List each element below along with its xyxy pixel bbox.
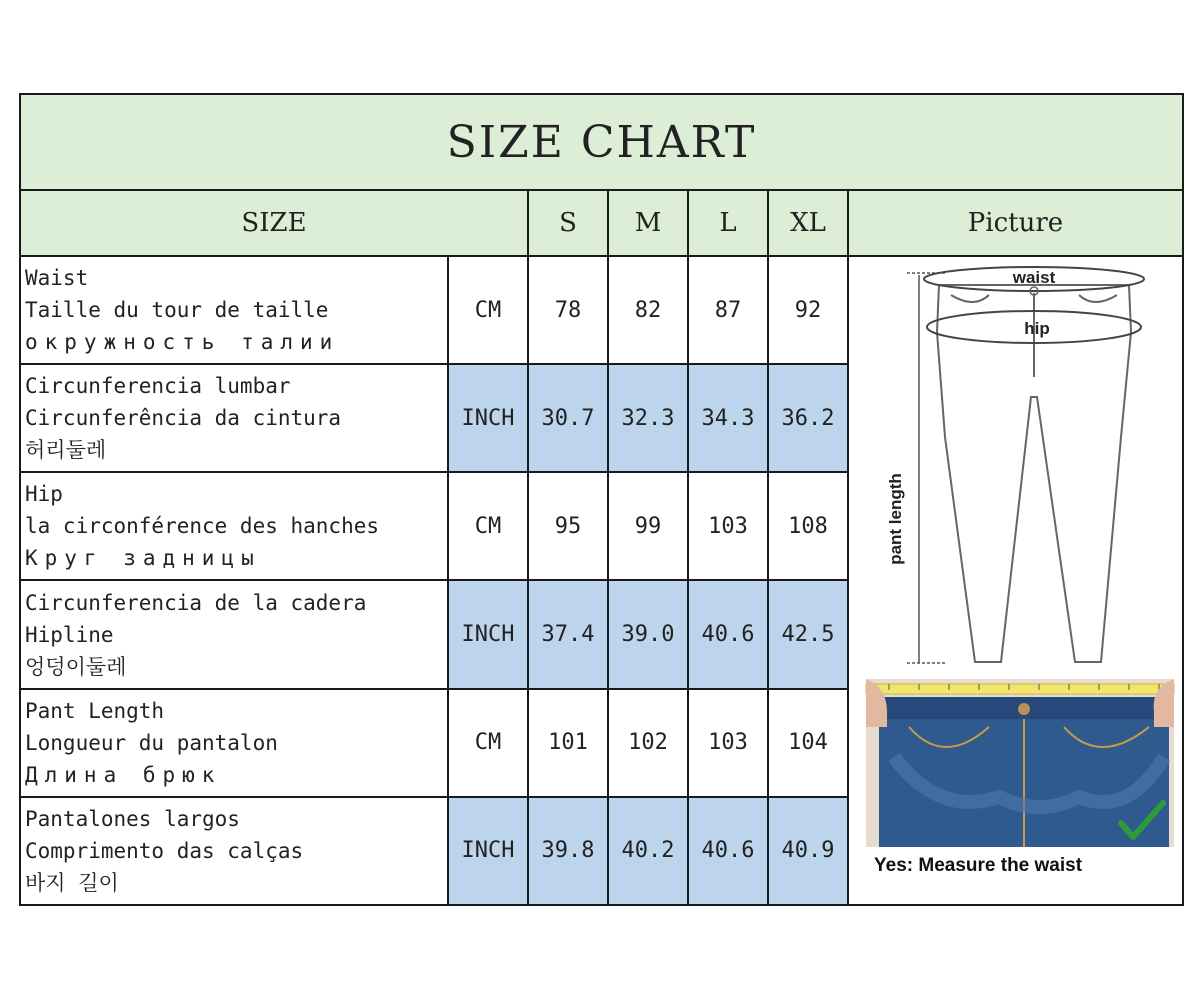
picture-header: Picture — [848, 190, 1183, 256]
value-cell: 37.4 — [528, 580, 608, 688]
pants-outline — [937, 285, 1131, 662]
value-cell: 40.6 — [688, 797, 768, 905]
desc-line: Longueur du pantalon — [25, 730, 278, 755]
size-col-m: M — [608, 190, 688, 256]
desc-line: 엉덩이둘레 — [25, 654, 127, 679]
size-col-l: L — [688, 190, 768, 256]
value-cell: 99 — [608, 472, 688, 580]
picture-cell — [848, 256, 1183, 905]
unit-cell: INCH — [448, 797, 528, 905]
unit-cell: CM — [448, 689, 528, 797]
picture-panel — [849, 257, 1182, 904]
value-cell: 95 — [528, 472, 608, 580]
desc-line: Hip — [25, 482, 63, 507]
desc-line: la circonférence des hanches — [25, 514, 380, 539]
desc-line: Waist — [25, 266, 89, 291]
hip-label: hip — [1024, 319, 1050, 338]
measure-desc-length — [20, 689, 448, 797]
unit-cell: CM — [448, 256, 528, 364]
value-cell: 102 — [608, 689, 688, 797]
value-cell: 39.0 — [608, 580, 688, 688]
size-col-s: S — [528, 190, 608, 256]
picture-caption: Yes: Measure the waist — [874, 855, 1083, 876]
measure-desc-length-alt — [20, 797, 448, 905]
size-header: SIZE — [20, 190, 528, 256]
value-cell: 40.9 — [768, 797, 848, 905]
desc-line: Circunferencia de la cadera — [25, 590, 367, 615]
value-cell: 103 — [688, 689, 768, 797]
value-cell: 103 — [688, 472, 768, 580]
value-cell: 40.2 — [608, 797, 688, 905]
jeans-photo — [866, 679, 1174, 847]
value-cell: 42.5 — [768, 580, 848, 688]
unit-cell: INCH — [448, 364, 528, 472]
desc-line: Длина брюк — [25, 762, 222, 787]
desc-line: Circunferência da cintura — [25, 406, 342, 431]
desc-line: Pantalones largos — [25, 806, 240, 831]
desc-line: Круг задницы — [25, 546, 261, 571]
desc-line: 바지 길이 — [25, 870, 119, 895]
pants-diagram — [849, 257, 1182, 904]
value-cell: 34.3 — [688, 364, 768, 472]
desc-line: Circunferencia lumbar — [25, 374, 291, 399]
desc-line: 허리둘레 — [25, 438, 107, 463]
size-col-xl: XL — [768, 190, 848, 256]
value-cell: 39.8 — [528, 797, 608, 905]
unit-cell: CM — [448, 472, 528, 580]
desc-line: Hipline — [25, 622, 114, 647]
measure-desc-waist — [20, 256, 448, 364]
size-chart-table — [19, 93, 1184, 906]
value-cell: 82 — [608, 256, 688, 364]
value-cell: 36.2 — [768, 364, 848, 472]
desc-line: Comprimento das calças — [25, 838, 304, 863]
desc-line: окружность талии — [25, 330, 340, 355]
waist-label: waist — [1012, 268, 1056, 287]
chart-title: SIZE CHART — [20, 94, 1183, 190]
value-cell: 92 — [768, 256, 848, 364]
unit-cell: INCH — [448, 580, 528, 688]
value-cell: 87 — [688, 256, 768, 364]
value-cell: 108 — [768, 472, 848, 580]
measure-desc-hip-alt — [20, 580, 448, 688]
desc-line: Pant Length — [25, 698, 165, 723]
value-cell: 32.3 — [608, 364, 688, 472]
table-row — [20, 256, 1183, 364]
value-cell: 40.6 — [688, 580, 768, 688]
pant-length-label: pant length — [886, 473, 905, 565]
value-cell: 101 — [528, 689, 608, 797]
value-cell: 78 — [528, 256, 608, 364]
size-chart — [19, 93, 1182, 900]
measure-desc-waist-alt — [20, 364, 448, 472]
value-cell: 30.7 — [528, 364, 608, 472]
value-cell: 104 — [768, 689, 848, 797]
desc-line: Taille du tour de taille — [25, 298, 329, 323]
measure-desc-hip — [20, 472, 448, 580]
